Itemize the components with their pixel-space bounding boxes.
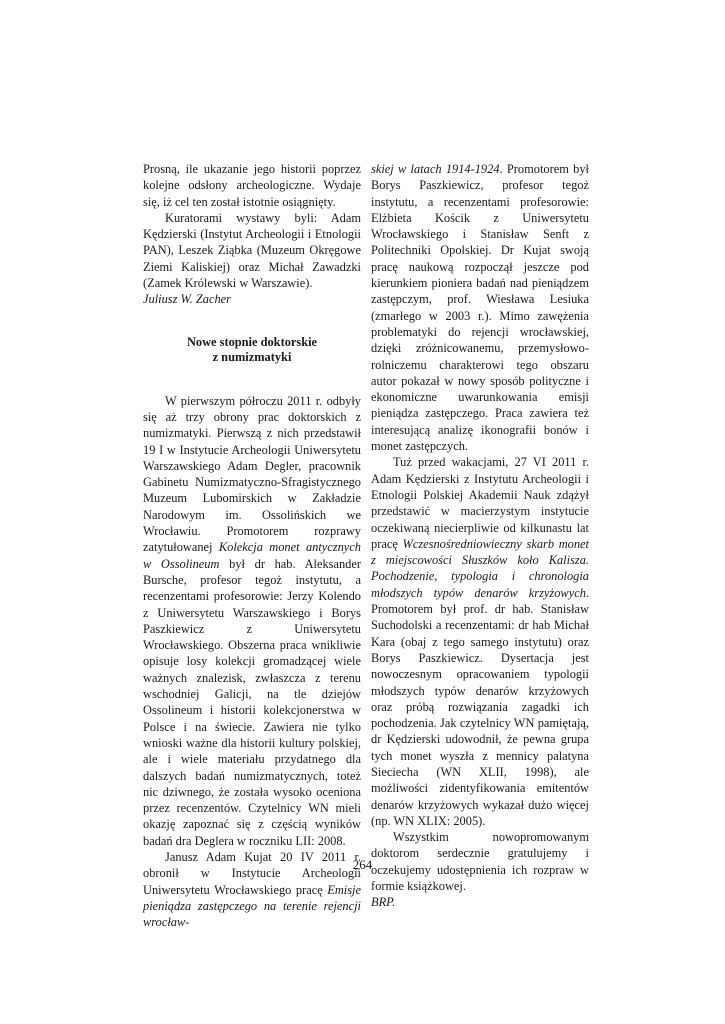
paragraph-kedzierski — [371, 454, 589, 829]
section-heading — [143, 335, 361, 366]
paragraph: Prosną, ile ukazanie jego historii poprzez kolejne odsłony archeologiczne. Wydaje się, iż cel ten został istotnie osiągnięty. — [143, 162, 361, 209]
paragraph-kujat-cont — [371, 161, 589, 454]
text-run: Janusz Adam Kujat 20 IV 2011 r. obronił w Instytucie Archeologii Uniwersytetu Wrocławskiego pracę — [143, 849, 361, 897]
left-column — [143, 161, 361, 930]
heading-line: Nowe stopnie doktorskie — [186, 334, 318, 349]
heading-line: z numizmatyki — [212, 350, 292, 365]
text-run: był dr hab. Aleksander Bursche, profesor tegoż instytutu, a recenzentami profesorowie: Jerzy Kolendo z Uniwersytetu Warszawskiego i Borys Paszkiewicz z Uniwersytetu Wrocławskiego. Obszerna praca wnikliwie opisuje losy kolekcji gromadzącej wiele ważnych znalezisk, zwłaszcza z terenu wschodniej Galicji, na tle dziejów Ossolineum i historii kolekcjonerstwa w Polsce i na świecie. Zawiera nie tylko wnioski ważne dla historii kultury polskiej, ale i wiele materiału przydatnego dla dalszych badań numizmatycznych, toteż nic dziwnego, że została wysoko oceniona przez recenzentów. Czytelnicy WN mieli okazję zapoznać się z częścią wyników badań dra Deglera w roczniku LII: 2008. — [143, 556, 362, 848]
thesis-title: Emisje pieniądza zastępczego na terenie rejencji wrocław- — [143, 882, 361, 930]
paragraph-curators: Kuratorami wystawy byli: Adam Kędzierski (Instytut Archeologii i Etnologii PAN), Leszek Ziąbka (Muzeum Okręgowe Ziemi Kaliskiej) oraz Michał Zawadzki (Zamek Królewski w Warszawie). — [143, 210, 361, 291]
thesis-title: skiej w latach 1914-1924 — [371, 162, 500, 176]
text-run: W pierwszym półroczu 2011 r. odbyły się aż trzy obrony prac doktorskich z numizmatyki. Pierwszą z nich przedstawił 19 I w Instytucie Archeologii Uniwersytetu Warszawskiego Adam Degler, pracownik Gabinetu Numizmatyczno-Sfragistycznego Muzeum Lubomirskich w Zakładzie Narodowym im. Ossolińskich we Wrocławiu. Promotorem rozprawy zatytułowanej — [143, 393, 361, 555]
right-column — [371, 161, 589, 911]
text-run: Tuż przed wakacjami, 27 VI 2011 r. Adam Kędzierski z Instytutu Archeologii i Etnologii Polskiej Akademii Nauk zdążył przedstawić w macierzystym instytucie oczekiwaną niecierpliwie od kilkunastu lat pracę — [371, 455, 589, 551]
page-number: 264 — [352, 857, 373, 872]
paragraph-congratulations: Wszystkim nowopromowanym doktorom serdecznie gratulujemy i oczekujemy udostępnienia ich rozpraw w formie książkowej. — [371, 830, 589, 894]
thesis-title: Wczesnośredniowieczny skarb monet z miejscowości Słuszków koło Kalisza. Pochodzenie, typologia i chronologia młodszych typów denarów krzyżowych — [371, 536, 589, 600]
text-run: . Promotorem był Borys Paszkiewicz, profesor tegoż instytutu, a recenzentami profesorowie: Elżbieta Kościk z Uniwersytetu Wrocławskiego i Stanisław Senft z Politechniki Opolskiej. Dr Kujat swoją pracę naukową rozpoczął jeszcze pod kierunkiem pioniera badań nad pieniądzem zastępczym, prof. Wiesława Lesiuka (zmarłego w 2003 r.). Mimo zawężenia problematyki do rejencji wrocławskiej, dzięki zróżnicowanemu, przemysłowo-rolniczemu charakterowi tego obszaru autor pokazał w nowy sposób polityczne i ekonomiczne uwarunkowania emisji pieniądza zastępczego. Praca zawiera też interesującą analizę ikonografii bonów i monet zastępczych. — [371, 162, 589, 454]
thesis-title: Kolekcja monet antycznych w Ossolineum — [143, 540, 361, 571]
paragraph-degler — [143, 393, 361, 849]
text-run: . Promotorem był prof. dr hab. Stanisław Suchodolski a recenzentami: dr hab Michał Kara (obaj z tego samego instytutu) oraz Borys Paszkiewicz. Dysertacja jest nowoczesnym opracowaniem typologii młodszych typów denarów krzyżowych oraz próbą rozwiązania zagadki ich pochodzenia. Jak czytelnicy WN pamiętają, dr Kędzierski udowodnił, że pewna grupa tych monet wyszła z mennicy palatyna Sieciecha (WN XLII, 1998), ale możliwości zidentyfikowania emitentów denarów krzyżowych wykazał dużo więcej (np. WN XLIX: 2005). — [371, 585, 589, 828]
author-signature: BRP. — [371, 895, 396, 910]
author-signature: Juliusz W. Zacher — [143, 292, 231, 307]
